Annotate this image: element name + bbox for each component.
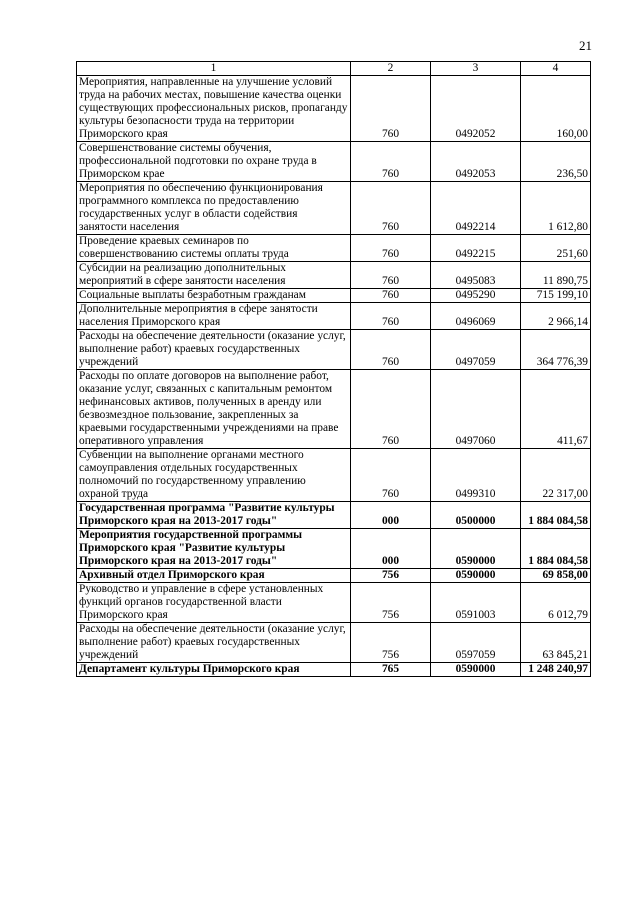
target-article-cell: 0492052 [431, 76, 521, 142]
table-row [77, 303, 591, 330]
expense-name-cell: Расходы по оплате договоров на выполнение работ, оказание услуг, связанных с капитальным ремонтом нефинансовых активов, полученных в аренду или безвозмездное пользование, закрепленных за краевыми государственными учреждениями на праве оперативного управления [77, 370, 351, 449]
expense-name-cell: Проведение краевых семинаров по совершенствованию системы оплаты труда [77, 235, 351, 262]
ministry-code-cell: 756 [351, 583, 431, 623]
target-article-cell: 0499310 [431, 449, 521, 502]
target-article-cell: 0591003 [431, 583, 521, 623]
ministry-code-cell: 765 [351, 663, 431, 677]
table-row [77, 182, 591, 235]
amount-cell: 251,60 [521, 235, 591, 262]
table-row [77, 289, 591, 303]
target-article-cell: 0492214 [431, 182, 521, 235]
expense-name-cell: Совершенствование системы обучения, профессиональной подготовки по охране труда в Приморском крае [77, 142, 351, 182]
table-row [77, 529, 591, 569]
expense-name-cell: Дополнительные мероприятия в сфере занятости населения Приморского края [77, 303, 351, 330]
amount-cell: 411,67 [521, 370, 591, 449]
table-row [77, 663, 591, 677]
target-article-cell: 0492215 [431, 235, 521, 262]
amount-cell: 69 858,00 [521, 569, 591, 583]
expense-name-cell: Субсидии на реализацию дополнительных мероприятий в сфере занятости населения [77, 262, 351, 289]
column-number-3: 3 [431, 62, 521, 76]
table-row [77, 370, 591, 449]
ministry-code-cell: 760 [351, 182, 431, 235]
target-article-cell: 0497060 [431, 370, 521, 449]
expense-name-cell: Мероприятия, направленные на улучшение условий труда на рабочих местах, повышение качества оценки существующих профессиональных рисков, пропаганду культуры безопасности труда на территории Приморского края [77, 76, 351, 142]
ministry-code-cell: 000 [351, 502, 431, 529]
table-row [77, 76, 591, 142]
amount-cell: 1 884 084,58 [521, 502, 591, 529]
table-row [77, 583, 591, 623]
table-row [77, 235, 591, 262]
expense-name-cell: Государственная программа "Развитие культуры Приморского края на 2013-2017 годы" [77, 502, 351, 529]
ministry-code-cell: 760 [351, 330, 431, 370]
ministry-code-cell: 760 [351, 76, 431, 142]
amount-cell: 2 966,14 [521, 303, 591, 330]
target-article-cell: 0495083 [431, 262, 521, 289]
table-row [77, 449, 591, 502]
ministry-code-cell: 760 [351, 235, 431, 262]
budget-table [76, 61, 591, 677]
table-row [77, 569, 591, 583]
column-number-2: 2 [351, 62, 431, 76]
amount-cell: 160,00 [521, 76, 591, 142]
column-number-row [77, 62, 591, 76]
target-article-cell: 0496069 [431, 303, 521, 330]
amount-cell: 1 612,80 [521, 182, 591, 235]
expense-name-cell: Субвенции на выполнение органами местного самоуправления отдельных государственных полномочий по государственному управлению охраной труда [77, 449, 351, 502]
ministry-code-cell: 760 [351, 370, 431, 449]
budget-table-body [77, 62, 591, 677]
ministry-code-cell: 760 [351, 449, 431, 502]
expense-name-cell: Руководство и управление в сфере установленных функций органов государственной власти Приморского края [77, 583, 351, 623]
page-number: 21 [579, 38, 592, 53]
column-number-1: 1 [77, 62, 351, 76]
column-number-4: 4 [521, 62, 591, 76]
amount-cell: 63 845,21 [521, 623, 591, 663]
amount-cell: 1 884 084,58 [521, 529, 591, 569]
target-article-cell: 0492053 [431, 142, 521, 182]
amount-cell: 236,50 [521, 142, 591, 182]
ministry-code-cell: 760 [351, 303, 431, 330]
ministry-code-cell: 760 [351, 142, 431, 182]
amount-cell: 6 012,79 [521, 583, 591, 623]
target-article-cell: 0597059 [431, 623, 521, 663]
table-row [77, 262, 591, 289]
expense-name-cell: Социальные выплаты безработным гражданам [77, 289, 351, 303]
amount-cell: 22 317,00 [521, 449, 591, 502]
table-row [77, 623, 591, 663]
table-row [77, 142, 591, 182]
expense-name-cell: Мероприятия по обеспечению функционирования программного комплекса по предоставлению государственных услуг в области содействия занятости населения [77, 182, 351, 235]
target-article-cell: 0590000 [431, 663, 521, 677]
expense-name-cell: Расходы на обеспечение деятельности (оказание услуг, выполнение работ) краевых государственных учреждений [77, 623, 351, 663]
expense-name-cell: Расходы на обеспечение деятельности (оказание услуг, выполнение работ) краевых государственных учреждений [77, 330, 351, 370]
target-article-cell: 0497059 [431, 330, 521, 370]
target-article-cell: 0590000 [431, 569, 521, 583]
ministry-code-cell: 760 [351, 262, 431, 289]
amount-cell: 1 248 240,97 [521, 663, 591, 677]
target-article-cell: 0590000 [431, 529, 521, 569]
amount-cell: 11 890,75 [521, 262, 591, 289]
expense-name-cell: Мероприятия государственной программы Приморского края "Развитие культуры Приморского края на 2013-2017 годы" [77, 529, 351, 569]
ministry-code-cell: 000 [351, 529, 431, 569]
target-article-cell: 0500000 [431, 502, 521, 529]
amount-cell: 715 199,10 [521, 289, 591, 303]
expense-name-cell: Архивный отдел Приморского края [77, 569, 351, 583]
table-row [77, 502, 591, 529]
table-row [77, 330, 591, 370]
ministry-code-cell: 756 [351, 569, 431, 583]
target-article-cell: 0495290 [431, 289, 521, 303]
ministry-code-cell: 760 [351, 289, 431, 303]
expense-name-cell: Департамент культуры Приморского края [77, 663, 351, 677]
ministry-code-cell: 756 [351, 623, 431, 663]
amount-cell: 364 776,39 [521, 330, 591, 370]
